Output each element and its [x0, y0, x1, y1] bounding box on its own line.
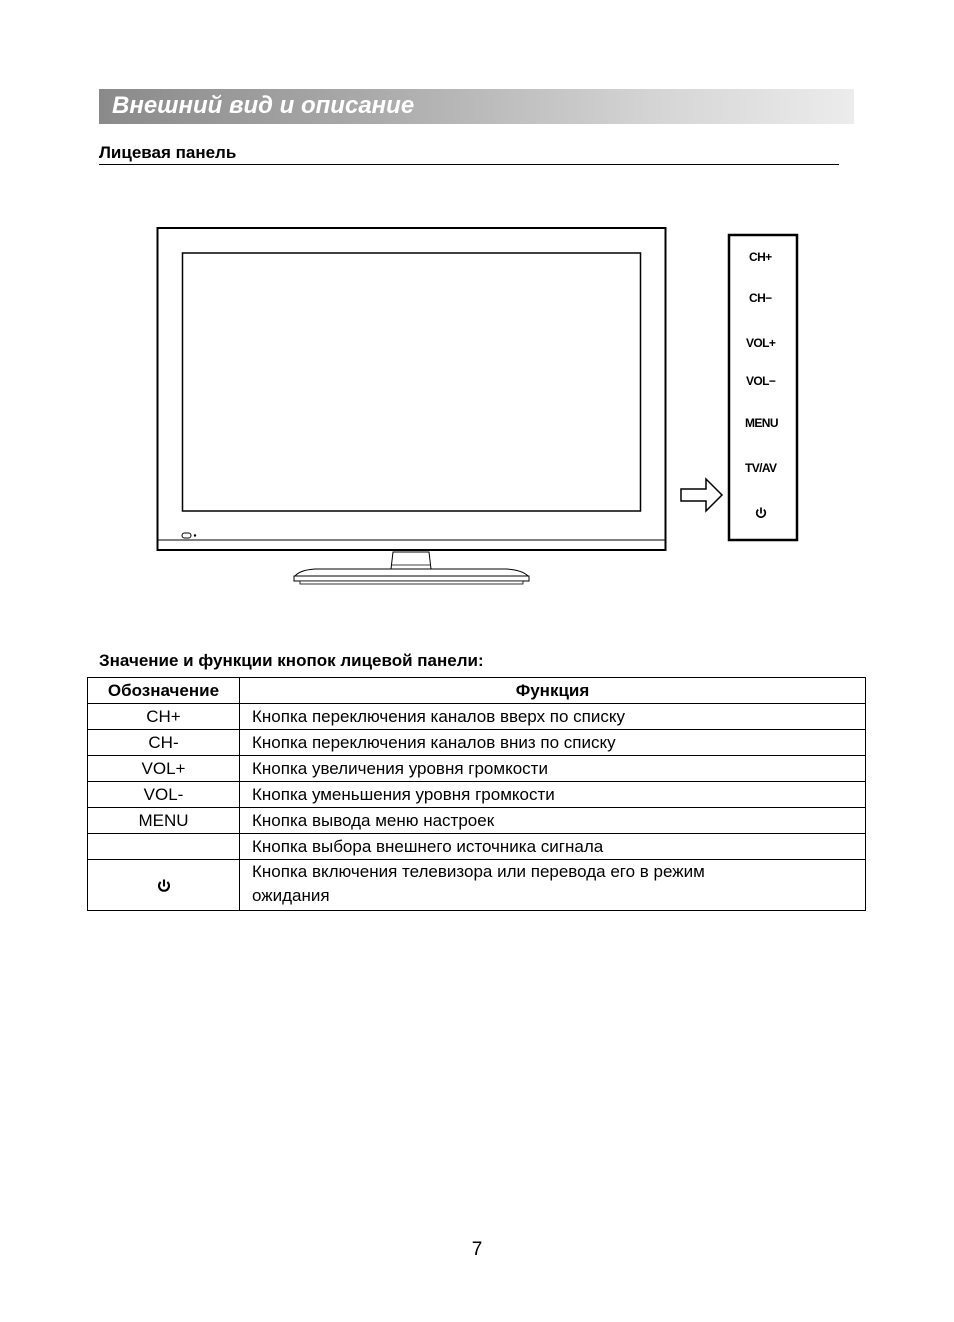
page-number: 7 [471, 1239, 483, 1260]
row-function: Кнопка переключения каналов вниз по списку [240, 730, 866, 756]
panel-button-menu: MENU [745, 416, 778, 430]
arrow-right-icon [681, 479, 722, 511]
panel-button-tv-av: TV/AV [745, 461, 777, 475]
section-title-banner [99, 89, 854, 124]
row-code: CH- [88, 730, 240, 756]
table-row [88, 834, 866, 860]
row-code: VOL- [88, 782, 240, 808]
row-function: Кнопка увеличения уровня громкости [240, 756, 866, 782]
table-row [88, 730, 866, 756]
row-function: Кнопка уменьшения уровня громкости [240, 782, 866, 808]
panel-button-vol-plus: VOL+ [746, 336, 776, 350]
row-function: Кнопка переключения каналов вверх по списку [240, 704, 866, 730]
panel-button-ch-plus: CH+ [749, 250, 772, 264]
table-row [88, 860, 866, 911]
row-code: CH+ [88, 704, 240, 730]
table-row [88, 704, 866, 730]
header-code: Обозначение [88, 678, 240, 704]
panel-button-vol-minus: VOL− [746, 374, 776, 388]
power-icon [156, 878, 172, 894]
row-code [88, 834, 240, 860]
table-row [88, 782, 866, 808]
row-function: Кнопка выбора внешнего источника сигнала [240, 834, 866, 860]
section-title: Внешний вид и описание [112, 92, 415, 119]
button-functions-table [87, 677, 866, 911]
tv-screen [183, 253, 641, 511]
row-code: MENU [88, 808, 240, 834]
tv-stand [294, 552, 529, 584]
header-function: Функция [240, 678, 866, 704]
front-panel-heading: Лицевая панель [99, 143, 839, 165]
row-code [88, 860, 240, 911]
table-header-row [88, 678, 866, 704]
row-code: VOL+ [88, 756, 240, 782]
row-function: Кнопка включения телевизора или перевода его в режим ожидания [240, 860, 866, 911]
tv-front-panel-diagram [150, 222, 810, 594]
table-row [88, 756, 866, 782]
row-function: Кнопка вывода меню настроек [240, 808, 866, 834]
table-caption: Значение и функции кнопок лицевой панели: [99, 651, 484, 670]
table-row [88, 808, 866, 834]
panel-button-ch-minus: CH− [749, 291, 772, 305]
